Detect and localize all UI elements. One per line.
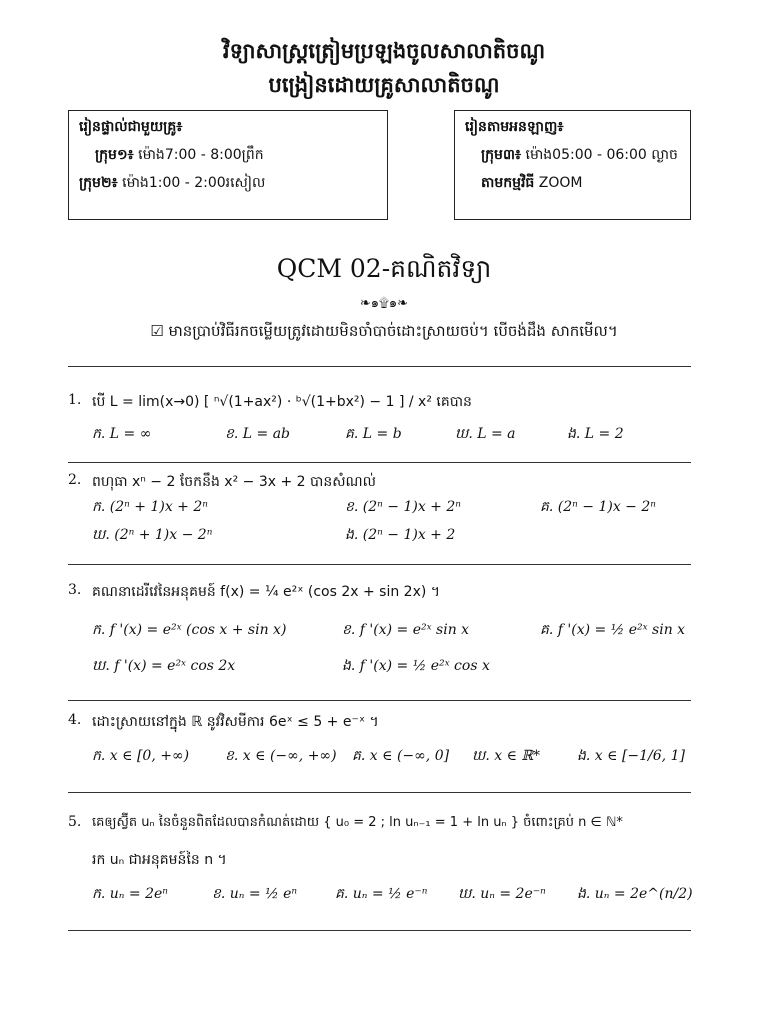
school-subtitle: បង្រៀនដោយគ្រូសាលាតិចណូ [268,73,500,97]
divider [68,366,691,367]
group1-label: ក្រុម១៖ [95,147,134,163]
question-4-choice-c: គ. x ∈ (−∞, 0] [352,748,450,764]
question-5-choice-b: ខ. uₙ = ½ eⁿ [212,886,298,902]
question-1-choice-a: ក. L = ∞ [92,426,152,442]
via-label: តាមកម្មវិធី [481,175,535,191]
question-5-stem: គេឲ្យស្វ៊ីត uₙ នៃចំនួនពិតដែលបានកំណត់ដោយ { u₀ = 2 ; ln uₙ₋₁ = 1 + ln uₙ } ចំពោះគ្រប់ n ∈ ℕ* [92,815,623,830]
divider [68,564,691,565]
divider [68,930,691,931]
question-4-choice-d: ឃ. x ∈ ℝ* [472,748,541,764]
divider [68,700,691,701]
question-2-choice-b: ខ. (2ⁿ − 1)x + 2ⁿ [345,499,461,515]
group2-time: ម៉ោង1:00 - 2:00រសៀល [122,175,266,191]
school-title: វិទ្យាសាស្ត្រត្រៀមប្រឡងចូលសាលាតិចណូ [222,39,546,63]
question-2-stem: ពហុធា xⁿ − 2 ចែកនឹង x² − 3x + 2 បានសំណល់ [92,474,376,490]
ornament: ❧๑۩๑❧ [359,296,409,311]
question-5-choice-c: គ. uₙ = ½ e⁻ⁿ [335,886,428,902]
question-3-choice-d: ឃ. f '(x) = e²ˣ cos 2x [92,658,236,674]
question-3-number: 3. [68,582,82,598]
question-5-choice-a: ក. uₙ = 2eⁿ [92,886,168,902]
question-1-choice-b: ខ. L = ab [225,426,291,442]
group1-time: ម៉ោង7:00 - 8:00ព្រឹក [138,147,264,163]
in-person-title: រៀនផ្ទាល់ជាមួយគ្រូ៖ [79,119,183,135]
group3-time: ម៉ោង05:00 - 06:00 ល្ងាច [525,147,678,163]
question-5-stem-2: រក uₙ ជាអនុគមន៍នៃ n ។ [92,852,227,868]
question-2-number: 2. [68,472,82,488]
question-2-choice-a: ក. (2ⁿ + 1)x + 2ⁿ [92,499,208,515]
question-3-choice-a: ក. f '(x) = e²ˣ (cos x + sin x) [92,622,287,638]
question-4-choice-a: ក. x ∈ [0, +∞) [92,748,190,764]
online-schedule-box [454,110,691,220]
via-value: ZOOM [538,175,583,191]
question-1-choice-c: គ. L = b [345,426,402,442]
question-2-choice-d: ឃ. (2ⁿ + 1)x − 2ⁿ [92,527,213,543]
question-4-stem: ដោះស្រាយនៅក្នុង ℝ នូវវិសមីការ 6eˣ ≤ 5 + e⁻ˣ ។ [92,714,379,730]
question-3-choice-c: គ. f '(x) = ½ e²ˣ sin x [540,622,686,638]
question-4-number: 4. [68,712,82,728]
question-2-choice-c: គ. (2ⁿ − 1)x − 2ⁿ [540,499,656,515]
question-1-stem: បើ L = lim(x→0) [ ⁿ√(1+ax²) · ᵇ√(1+bx²) − 1 ] / x² គេបាន [92,394,472,410]
question-4-choice-b: ខ. x ∈ (−∞, +∞) [225,748,337,764]
divider [68,792,691,793]
question-3-choice-b: ខ. f '(x) = e²ˣ sin x [342,622,470,638]
in-person-schedule-box [68,110,388,220]
question-3-stem: គណនាដេរីវេនៃអនុគមន៍ f(x) = ¼ e²ˣ (cos 2x + sin 2x) ។ [92,584,440,600]
group3-label: ក្រុម៣៖ [481,147,522,163]
online-title: រៀនតាមអនឡាញ៖ [465,119,564,135]
question-5-choice-d: ឃ. uₙ = 2e⁻ⁿ [458,886,546,902]
question-4-choice-e: ង. x ∈ [−1/6, 1] [577,748,685,764]
question-2-choice-e: ង. (2ⁿ − 1)x + 2 [345,527,456,543]
page-title: QCM 02-គណិតវិទ្យា [276,254,492,283]
question-5-number: 5. [68,814,82,830]
question-1-choice-e: ង. L = 2 [567,426,624,442]
question-1-number: 1. [68,392,82,408]
question-1-choice-d: ឃ. L = a [455,426,516,442]
divider [68,462,691,463]
question-3-choice-e: ង. f '(x) = ½ e²ˣ cos x [342,658,490,674]
group2-label: ក្រុម២៖ [79,175,118,191]
question-5-choice-e: ង. uₙ = 2e^(n/2) [577,886,693,902]
instruction-note: ☑ មានប្រាប់វិធីរកចម្លើយត្រូវដោយមិនចាំបាច់ដោះស្រាយចប់។ បើចង់ដឹង សាកមើល។ [150,322,618,340]
